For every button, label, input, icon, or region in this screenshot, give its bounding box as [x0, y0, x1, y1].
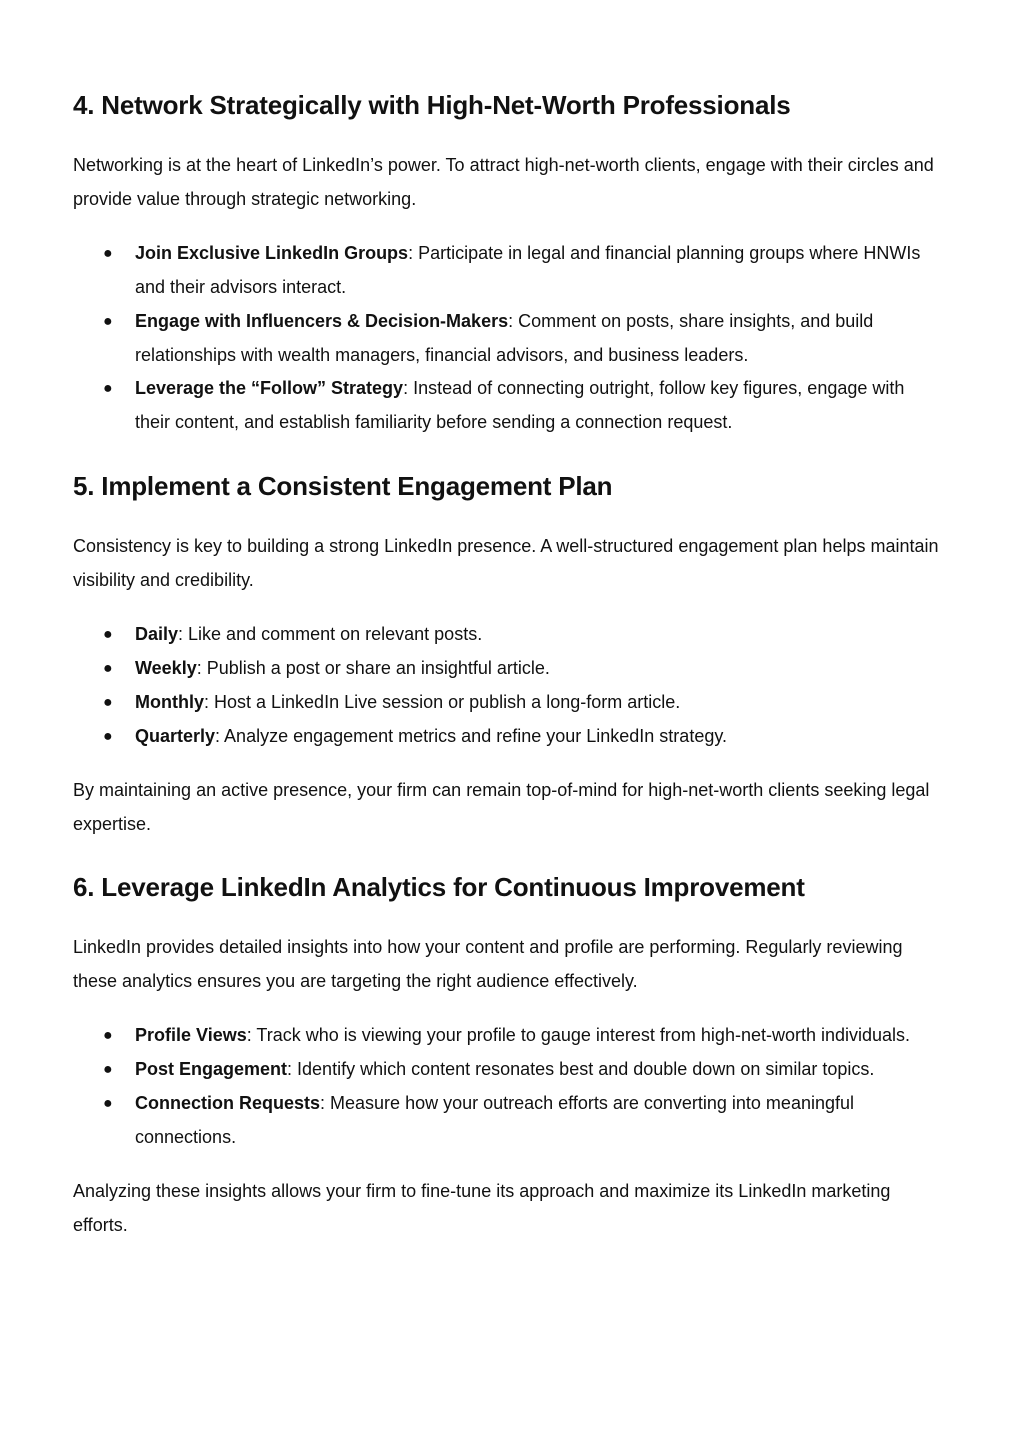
section-heading: 4. Network Strategically with High-Net-Worth Professionals: [73, 90, 791, 120]
list-item: [73, 1087, 943, 1154]
bullet-icon: ●: [103, 1027, 113, 1045]
list-item-text: : Participate in legal and financial planning groups where HNWIs and their advisors interact.: [135, 243, 921, 298]
section-6: [73, 870, 943, 1243]
list-item-term: Weekly: [135, 658, 197, 679]
list-item: [73, 720, 943, 754]
section-heading: 6. Leverage LinkedIn Analytics for Continuous Improvement: [73, 872, 805, 902]
list-item: [73, 686, 943, 720]
bullet-list: [73, 618, 943, 753]
list-item-term: Engage with Influencers & Decision-Makers: [135, 310, 509, 331]
list-item-term: Leverage the “Follow” Strategy: [135, 378, 404, 399]
list-item-text: : Analyze engagement metrics and refine your LinkedIn strategy.: [215, 725, 728, 746]
bullet-icon: ●: [103, 380, 113, 398]
section-intro: Networking is at the heart of LinkedIn’s power. To attract high-net-worth clients, engage with their circles and provide value through strategic networking.: [73, 155, 934, 209]
list-item-text: : Publish a post or share an insightful article.: [196, 658, 550, 679]
section-intro: Consistency is key to building a strong LinkedIn presence. A well-structured engagement plan helps maintain visibility and credibility.: [73, 536, 939, 590]
list-item-term: Connection Requests: [135, 1092, 321, 1113]
bullet-icon: ●: [103, 727, 113, 745]
bullet-icon: ●: [103, 1094, 113, 1112]
section-intro: LinkedIn provides detailed insights into how your content and profile are performing. Regularly reviewing these analytics ensures you are targeting the right audience effectively.: [73, 937, 903, 991]
section-heading: 5. Implement a Consistent Engagement Plan: [73, 471, 613, 501]
list-item: [73, 372, 943, 439]
list-item-text: : Measure how your outreach efforts are converting into meaningful connections.: [135, 1092, 854, 1147]
bullet-icon: ●: [103, 245, 113, 263]
list-item: [73, 305, 943, 372]
bullet-list: [73, 237, 943, 439]
list-item-text: : Instead of connecting outright, follow key figures, engage with their content, and establish familiarity before sending a connection request.: [135, 378, 905, 432]
section-5: [73, 469, 943, 842]
list-item-text: : Like and comment on relevant posts.: [178, 624, 483, 645]
section-outro: Analyzing these insights allows your firm to fine-tune its approach and maximize its LinkedIn marketing efforts.: [73, 1181, 891, 1235]
bullet-icon: ●: [103, 626, 113, 644]
list-item: [73, 1019, 943, 1053]
list-item-term: Post Engagement: [135, 1059, 288, 1080]
list-item-term: Join Exclusive LinkedIn Groups: [135, 243, 409, 264]
list-item-term: Quarterly: [135, 725, 216, 746]
section-4: [73, 88, 943, 440]
list-item: [73, 652, 943, 686]
list-item-term: Monthly: [135, 691, 204, 712]
list-item-term: Profile Views: [135, 1025, 247, 1046]
list-item: [73, 1053, 943, 1087]
list-item-text: : Identify which content resonates best and double down on similar topics.: [287, 1059, 875, 1080]
list-item: [73, 618, 943, 652]
list-item: [73, 237, 943, 304]
bullet-icon: ●: [103, 1061, 113, 1079]
bullet-icon: ●: [103, 312, 113, 330]
section-outro: By maintaining an active presence, your firm can remain top-of-mind for high-net-worth clients seeking legal expertise.: [73, 780, 930, 834]
bullet-list: [73, 1019, 943, 1154]
list-item-text: : Comment on posts, share insights, and build relationships with wealth managers, financial advisors, and business leaders.: [135, 310, 874, 365]
bullet-icon: ●: [103, 693, 113, 711]
bullet-icon: ●: [103, 660, 113, 678]
list-item-text: : Track who is viewing your profile to gauge interest from high-net-worth individuals.: [246, 1025, 911, 1046]
list-item-term: Daily: [135, 624, 179, 645]
list-item-text: : Host a LinkedIn Live session or publish a long-form article.: [204, 691, 681, 712]
